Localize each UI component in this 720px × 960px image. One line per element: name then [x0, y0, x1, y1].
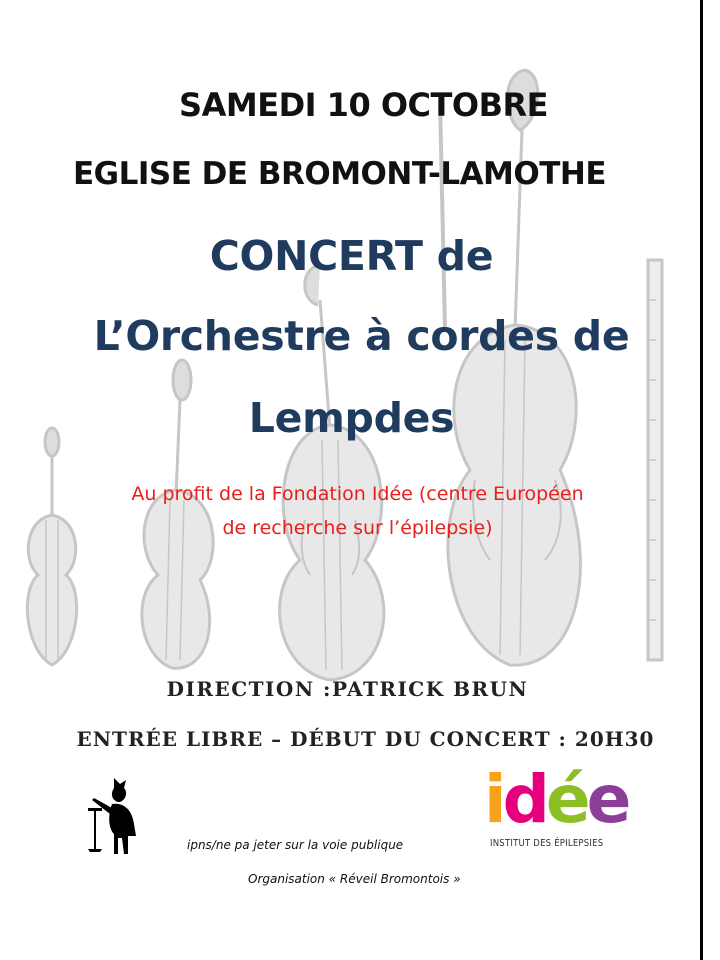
logo-letter-d: d: [502, 761, 546, 838]
ipns-notice: ipns/ne pa jeter sur la voie publique: [187, 838, 404, 852]
entry-info: ENTRÉE LIBRE – DÉBUT DU CONCERT : 20H30: [76, 727, 655, 751]
benefit-line-1: Au profit de la Fondation Idée (centre Européen: [131, 483, 584, 505]
idee-logo-caption: INSTITUT DES ÉPILEPSIES: [490, 838, 604, 849]
benefit-text: [6, 477, 709, 545]
concert-venue: EGLISE DE BROMONT-LAMOTHE: [72, 156, 607, 192]
title-line-2: L’Orchestre à cordes de: [93, 312, 630, 360]
conductor-credit: DIRECTION :PATRICK BRUN: [166, 677, 529, 701]
organisation-credit: Organisation « Réveil Bromontois »: [248, 872, 461, 886]
logo-letter-i: i: [484, 761, 503, 838]
logo-letter-e-acute: é: [545, 761, 587, 838]
logo-letter-e: e: [586, 761, 628, 838]
title-line-1: CONCERT de: [209, 232, 494, 280]
idee-logo: [484, 760, 627, 840]
concert-date: SAMEDI 10 OCTOBRE: [179, 86, 548, 124]
title-line-3: Lempdes: [248, 394, 455, 442]
conductor-silhouette-icon: [84, 776, 148, 856]
benefit-line-2: de recherche sur l’épilepsie): [222, 517, 493, 539]
violin-small-drawing: [27, 428, 76, 665]
